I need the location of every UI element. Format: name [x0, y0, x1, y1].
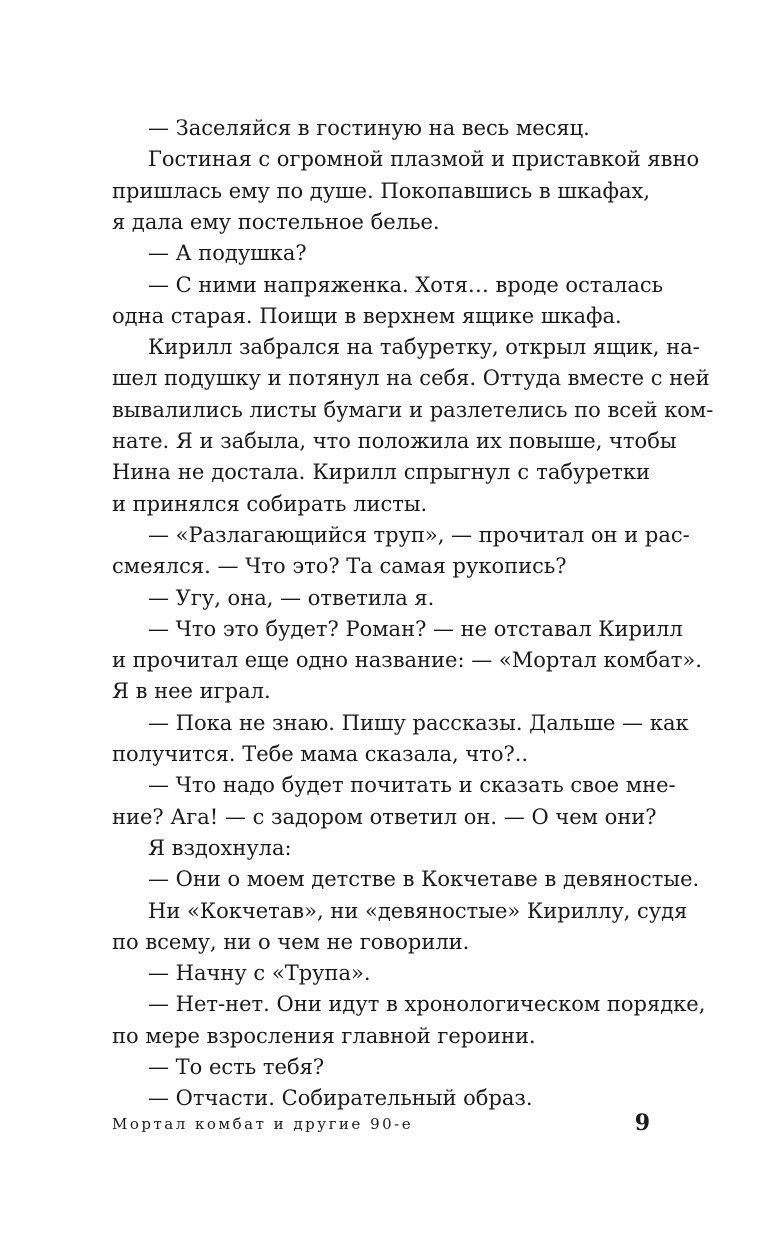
text-line: Я в нее играл. — [112, 679, 271, 703]
text-line: — «Разлагающийся труп», — прочитал он и рас- — [148, 523, 690, 547]
text-line: Нина не достала. Кирилл спрыгнул с табуретки — [112, 460, 650, 484]
text-line: вывалились листы бумаги и разлетелись по всей ком- — [112, 398, 714, 422]
text-line: — С ними напряженка. Хотя… вроде осталась — [148, 273, 664, 297]
text-line: и принялся собирать листы. — [112, 492, 428, 516]
text-line: ние? Ага! — с задором ответил он. — О чем они? — [112, 805, 657, 829]
text-line: — Заселяйся в гостиную на весь месяц. — [148, 116, 590, 140]
text-line: нате. Я и забыла, что положила их повыше, чтобы — [112, 429, 677, 453]
text-line: и прочитал еще одно название: — «Мортал комбат». — [112, 648, 702, 672]
text-line: по мере взросления главной героини. — [112, 1024, 536, 1048]
text-line: смеялся. — Что это? Та самая рукопись? — [112, 554, 567, 578]
text-line: — Что надо будет почитать и сказать свое мне- — [148, 773, 676, 797]
text-line: шел подушку и потянул на себя. Оттуда вместе с ней — [112, 366, 710, 390]
text-line: — Угу, она, — ответила я. — [148, 586, 435, 610]
text-line: — Пока не знаю. Пишу рассказы. Дальше — как — [148, 711, 689, 735]
running-title: Мортал комбат и другие 90-е — [112, 1115, 414, 1133]
text-line: — Что это будет? Роман? — не отставал Кирилл — [148, 617, 683, 641]
text-line: — Начну с «Трупа». — [148, 961, 371, 985]
text-line: — То есть тебя? — [148, 1055, 325, 1079]
text-line: — Они о моем детстве в Кокчетаве в девяностые. — [148, 867, 700, 891]
text-line: получится. Тебе мама сказала, что?.. — [112, 742, 529, 766]
text-line: Ни «Кокчетав», ни «девяностые» Кириллу, судя — [148, 899, 688, 923]
text-line: одна старая. Поищи в верхнем ящике шкафа. — [112, 304, 622, 328]
text-line: Кирилл забрался на табуретку, открыл ящик, на- — [148, 335, 700, 359]
text-line: я дала ему постельное белье. — [112, 210, 440, 234]
text-line: пришлась ему по душе. Покопавшись в шкафах, — [112, 179, 650, 203]
text-line: Гостиная с огромной плазмой и приставкой явно — [148, 147, 700, 171]
text-line: — Нет-нет. Они идут в хронологическом порядке, — [148, 992, 706, 1016]
text-line: — А подушка? — [148, 241, 307, 265]
text-line: Я вздохнула: — [148, 836, 292, 860]
page-number: 9 — [634, 1110, 650, 1136]
text-line: — Отчасти. Собирательный образ. — [148, 1086, 533, 1110]
text-line: по всему, ни о чем не говорили. — [112, 930, 470, 954]
